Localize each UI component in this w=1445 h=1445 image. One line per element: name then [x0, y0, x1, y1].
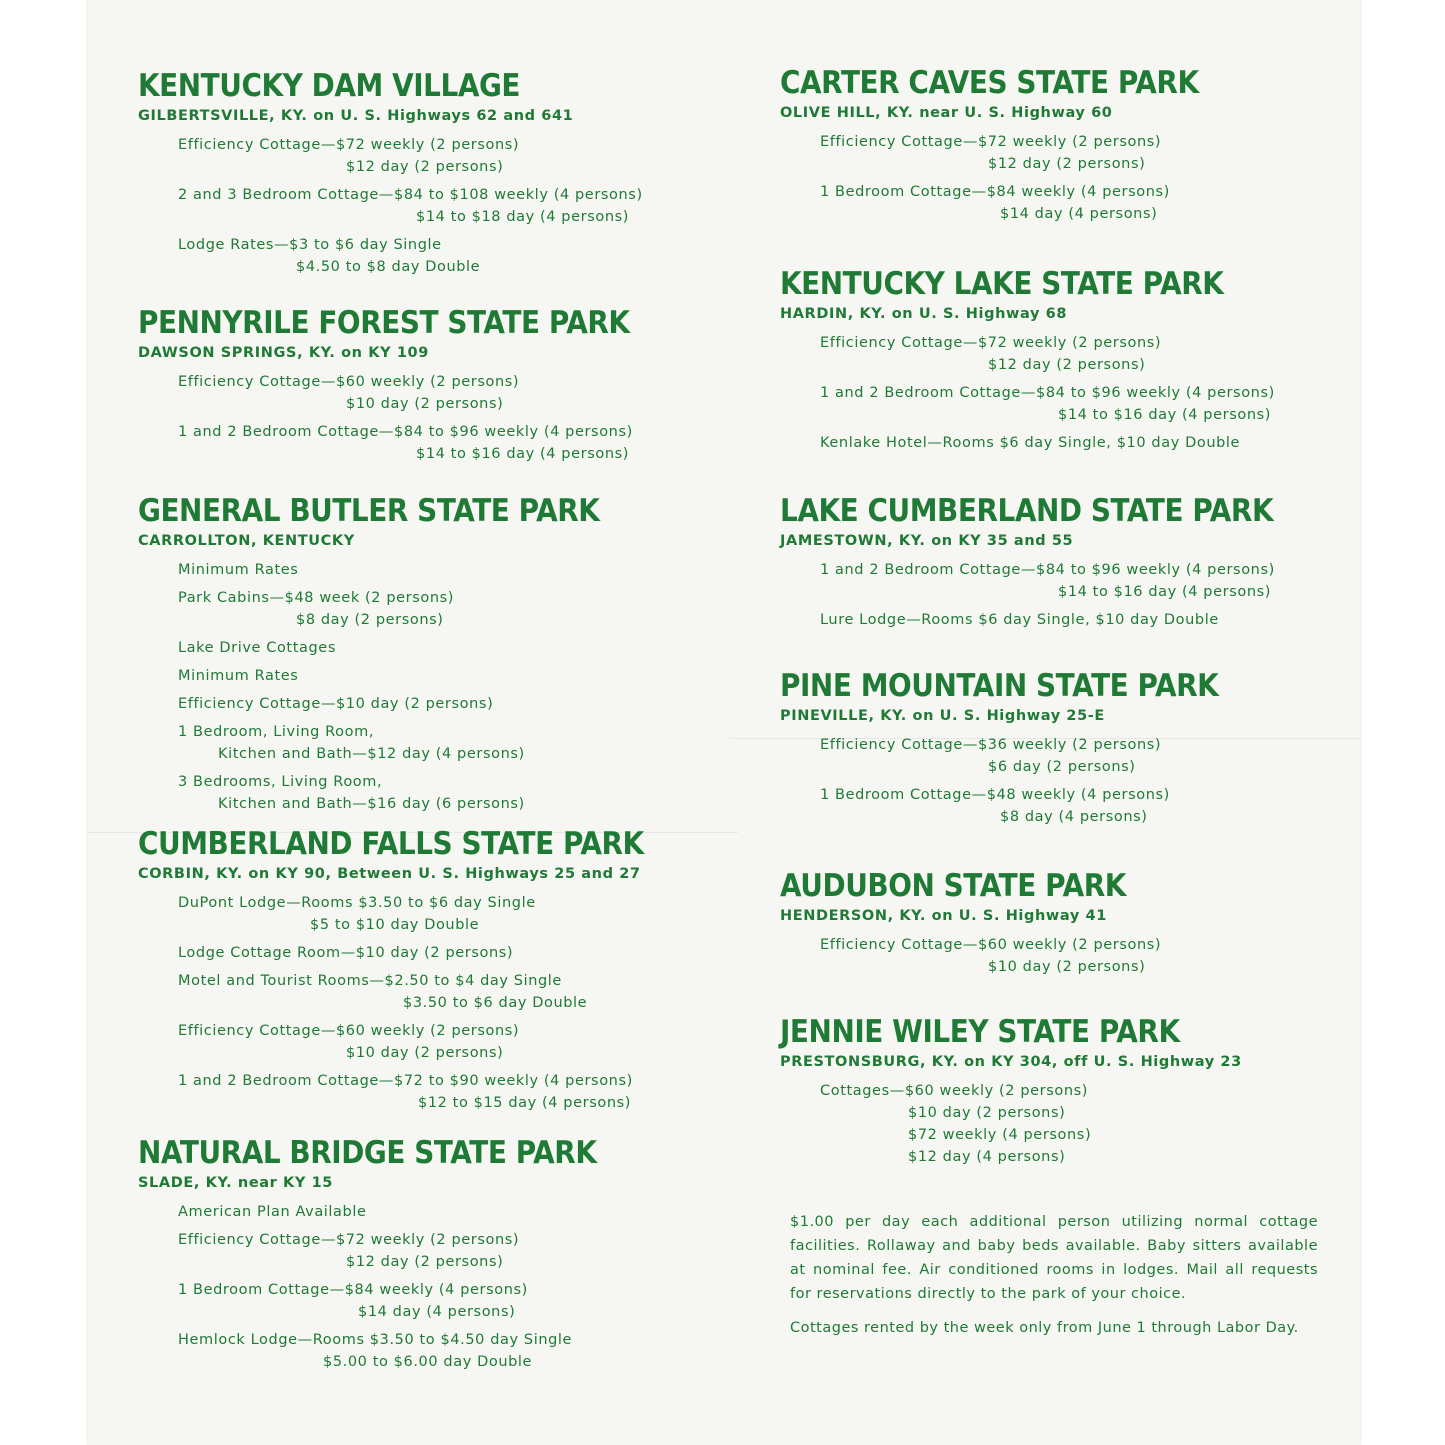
park-title: JENNIE WILEY STATE PARK	[780, 1014, 1180, 1050]
park-location: PRESTONSBURG, KY. on KY 304, off U. S. Highway 23	[780, 1054, 1242, 1070]
park-title: CUMBERLAND FALLS STATE PARK	[138, 826, 644, 862]
park-location: JAMESTOWN, KY. on KY 35 and 55	[780, 533, 1074, 549]
park-location: HENDERSON, KY. on U. S. Highway 41	[780, 908, 1107, 924]
rate-line: Efficiency Cottage—$60 weekly (2 persons)	[178, 1023, 520, 1039]
rate-line: Efficiency Cottage—$72 weekly (2 persons)	[178, 137, 520, 153]
rate-group	[820, 559, 1340, 603]
rate-line: 1 and 2 Bedroom Cottage—$72 to $90 weekly (4 persons)	[178, 1073, 633, 1089]
rate-group	[178, 1329, 738, 1373]
rate-group	[178, 892, 738, 936]
rate-group	[178, 1279, 738, 1323]
rate-line: $8 day (2 persons)	[296, 612, 444, 628]
rate-line: Lake Drive Cottages	[178, 640, 336, 656]
park-title: PINE MOUNTAIN STATE PARK	[780, 668, 1219, 704]
rate-group	[178, 721, 738, 765]
rate-line: 1 and 2 Bedroom Cottage—$84 to $96 weekly (4 persons)	[820, 562, 1275, 578]
rate-line: Park Cabins—$48 week (2 persons)	[178, 590, 455, 606]
park-title: CARTER CAVES STATE PARK	[780, 65, 1199, 101]
rate-line: 1 Bedroom, Living Room,	[178, 724, 375, 740]
rate-line: $12 to $15 day (4 persons)	[418, 1095, 632, 1111]
park-location: CARROLLTON, KENTUCKY	[138, 533, 355, 549]
rate-line: $12 day (2 persons)	[988, 357, 1146, 373]
rate-line: Motel and Tourist Rooms—$2.50 to $4 day Single	[178, 973, 562, 989]
rate-line: $72 weekly (4 persons)	[908, 1127, 1092, 1143]
rate-line: Efficiency Cottage—$72 weekly (2 persons)	[820, 335, 1162, 351]
park-title: KENTUCKY LAKE STATE PARK	[780, 266, 1224, 302]
park-listing	[780, 668, 1340, 834]
rate-line: 1 and 2 Bedroom Cottage—$84 to $96 weekly (4 persons)	[820, 385, 1275, 401]
rate-line: $14 to $16 day (4 persons)	[1058, 407, 1272, 423]
rate-group	[820, 1080, 1340, 1168]
park-title: PENNYRILE FOREST STATE PARK	[138, 305, 630, 341]
rate-group	[178, 134, 738, 178]
park-location: DAWSON SPRINGS, KY. on KY 109	[138, 345, 429, 361]
park-listing	[780, 868, 1340, 984]
rate-line: $12 day (4 persons)	[908, 1149, 1066, 1165]
rate-line: $5.00 to $6.00 day Double	[323, 1354, 533, 1370]
park-location: PINEVILLE, KY. on U. S. Highway 25-E	[780, 708, 1105, 724]
rate-line: Efficiency Cottage—$10 day (2 persons)	[178, 696, 494, 712]
park-listing	[138, 826, 738, 1120]
park-listing	[780, 266, 1340, 460]
rate-line: $10 day (2 persons)	[988, 959, 1146, 975]
rate-group	[820, 332, 1340, 376]
rate-group	[178, 970, 738, 1014]
rate-line: Efficiency Cottage—$72 weekly (2 persons)	[820, 134, 1162, 150]
rate-line: Lodge Rates—$3 to $6 day Single	[178, 237, 442, 253]
rate-line: $14 to $16 day (4 persons)	[416, 446, 630, 462]
rate-line: Efficiency Cottage—$60 weekly (2 persons)	[820, 937, 1162, 953]
rate-line: $4.50 to $8 day Double	[296, 259, 481, 275]
rate-group	[178, 421, 738, 465]
rate-group	[820, 934, 1340, 978]
park-listing	[780, 65, 1340, 231]
rate-line: American Plan Available	[178, 1204, 367, 1220]
rate-line: $10 day (2 persons)	[346, 396, 504, 412]
park-listing	[138, 493, 738, 821]
rate-group	[178, 234, 738, 278]
rate-line: Lodge Cottage Room—$10 day (2 persons)	[178, 945, 514, 961]
rate-line: Efficiency Cottage—$72 weekly (2 persons)	[178, 1232, 520, 1248]
rate-group	[178, 587, 738, 631]
park-location: HARDIN, KY. on U. S. Highway 68	[780, 306, 1068, 322]
park-listing	[138, 68, 738, 284]
rate-line: 2 and 3 Bedroom Cottage—$84 to $108 weekly (4 persons)	[178, 187, 643, 203]
rate-line: Efficiency Cottage—$36 weekly (2 persons)	[820, 737, 1162, 753]
rate-line: $14 to $18 day (4 persons)	[416, 209, 630, 225]
rate-group	[178, 559, 738, 581]
park-listing	[780, 1014, 1340, 1174]
rate-line: 3 Bedrooms, Living Room,	[178, 774, 383, 790]
rate-line: Lure Lodge—Rooms $6 day Single, $10 day Double	[820, 612, 1219, 628]
rate-line: Hemlock Lodge—Rooms $3.50 to $4.50 day Single	[178, 1332, 573, 1348]
rate-line: $6 day (2 persons)	[988, 759, 1136, 775]
rate-group	[178, 1201, 738, 1223]
rate-line: $3.50 to $6 day Double	[403, 995, 588, 1011]
rate-line: 1 Bedroom Cottage—$84 weekly (4 persons)	[178, 1282, 528, 1298]
rate-group	[178, 371, 738, 415]
rate-line: 1 Bedroom Cottage—$84 weekly (4 persons)	[820, 184, 1170, 200]
rate-line: Minimum Rates	[178, 562, 299, 578]
rate-line: Kenlake Hotel—Rooms $6 day Single, $10 day Double	[820, 435, 1241, 451]
rate-group	[820, 181, 1340, 225]
park-title: GENERAL BUTLER STATE PARK	[138, 493, 600, 529]
rate-line: $10 day (2 persons)	[908, 1105, 1066, 1121]
rate-line: Kitchen and Bath—$12 day (4 persons)	[218, 746, 525, 762]
rate-group	[820, 131, 1340, 175]
rate-group	[178, 184, 738, 228]
rate-group	[820, 784, 1340, 828]
park-title: NATURAL BRIDGE STATE PARK	[138, 1135, 597, 1171]
park-title: LAKE CUMBERLAND STATE PARK	[780, 493, 1274, 529]
rate-line: Cottages—$60 weekly (2 persons)	[820, 1083, 1089, 1099]
rate-group	[178, 1070, 738, 1114]
rate-group	[178, 1229, 738, 1273]
park-location: CORBIN, KY. on KY 90, Between U. S. Highways 25 and 27	[138, 866, 641, 882]
rate-line: $14 day (4 persons)	[358, 1304, 516, 1320]
park-location: OLIVE HILL, KY. near U. S. Highway 60	[780, 105, 1113, 121]
park-title: AUDUBON STATE PARK	[780, 868, 1126, 904]
rate-line: 1 Bedroom Cottage—$48 weekly (4 persons)	[820, 787, 1170, 803]
rate-group	[820, 734, 1340, 778]
rate-line: Minimum Rates	[178, 668, 299, 684]
rate-line: $12 day (2 persons)	[346, 1254, 504, 1270]
park-listing	[138, 305, 738, 471]
rate-line: $14 day (4 persons)	[1000, 206, 1158, 222]
rate-group	[178, 637, 738, 659]
park-listing	[780, 493, 1340, 637]
rate-line: $12 day (2 persons)	[988, 156, 1146, 172]
rate-line: Kitchen and Bath—$16 day (6 persons)	[218, 796, 525, 812]
rate-group	[178, 771, 738, 815]
rate-line: $5 to $10 day Double	[310, 917, 480, 933]
rate-line: 1 and 2 Bedroom Cottage—$84 to $96 weekly (4 persons)	[178, 424, 633, 440]
rate-line: $8 day (4 persons)	[1000, 809, 1148, 825]
park-listing	[138, 1135, 738, 1379]
park-location: GILBERTSVILLE, KY. on U. S. Highways 62 and 641	[138, 108, 574, 124]
rate-group	[820, 609, 1340, 631]
note-weekly-rental: Cottages rented by the week only from June 1 through Labor Day.	[790, 1320, 1299, 1336]
rate-line: DuPont Lodge—Rooms $3.50 to $6 day Single	[178, 895, 536, 911]
rate-group	[178, 665, 738, 687]
rate-group	[178, 1020, 738, 1064]
park-title: KENTUCKY DAM VILLAGE	[138, 68, 521, 104]
note-additional-persons: $1.00 per day each additional person utilizing normal cottage facilities. Rollaway and baby beds available. Baby sitters available at nominal fee. Air conditioned rooms in lodges. Mail all requests for reservations directly to the park of your choice.	[790, 1214, 1318, 1302]
rate-line: $10 day (2 persons)	[346, 1045, 504, 1061]
rate-line: $12 day (2 persons)	[346, 159, 504, 175]
rate-notes	[790, 1210, 1318, 1350]
rate-line: Efficiency Cottage—$60 weekly (2 persons)	[178, 374, 520, 390]
park-location: SLADE, KY. near KY 15	[138, 1175, 333, 1191]
rate-group	[820, 432, 1340, 454]
rate-line: $14 to $16 day (4 persons)	[1058, 584, 1272, 600]
rate-group	[820, 382, 1340, 426]
rate-group	[178, 942, 738, 964]
rate-group	[178, 693, 738, 715]
